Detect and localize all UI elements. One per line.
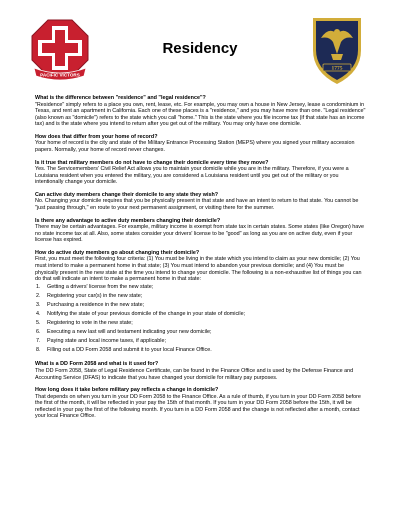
- army-shield-insignia-icon: [309, 14, 365, 86]
- list-item-text: Registering your car(s) in the new state;: [47, 292, 143, 299]
- page-title: Residency: [162, 40, 238, 57]
- faq-question: Is it true that military members do not have to change their domicile every time they move?: [35, 159, 269, 166]
- page-header: [0, 0, 400, 92]
- year-text: 1775: [331, 65, 343, 72]
- list-item-number: 3.: [36, 301, 41, 308]
- faq-section: [35, 160, 368, 186]
- faq-question: What is a DD Form 2058 and what is it used for?: [35, 361, 159, 368]
- faq-section: [35, 361, 368, 381]
- list-item-number: 5.: [36, 319, 41, 326]
- faq-question: Can active duty members change their domicile to any state they wish?: [35, 191, 219, 198]
- faq-answer: "Residence" simply refers to a place you own, rent, lease, etc. For example, you may own a house in New Jersey, lease a condominium in Texas, and rent an apartment in California. Each one of these places is a "residence," and you may have more than one. "Legal residence" (also known as "domicile") refers to the state which you call "home." This is the state where you file income tax (if that state has an income tax) and is the state where you intend to return after you get out of the military. You may only have one domicile.: [35, 101, 366, 128]
- faq-answer: First, you must meet the following four criteria: (1) You must be living in the state which you intend to claim as your new domicile; (2) You must intend to make a permanent home in that state; (3) You must intend to abandon your previous domicile; and (4) You must be physically present in the new state at the time you intend to change your domicile. The following is a non-exhaustive list of things you can do that will indicate an intent to make a permanent home in that state:: [35, 256, 362, 283]
- faq-answer: There may be certain advantages. For example, military income is exempt from state tax in certain states. Some states (like Oregon) have no state income tax at all. Also, some states consider your drivers' license to be "good" as long as you are on active duty, even if your license has expired.: [35, 224, 364, 244]
- list-item: [35, 337, 368, 346]
- faq-question: How long does it take before military pay reflects a change in domicile?: [35, 387, 219, 394]
- list-item: [35, 328, 368, 337]
- faq-answer: No. Changing your domicile requires that you be physically present in that state and have an intent to return to that state. You cannot be "just passing through," en route to your next permanent assignment, or visiting there for the summer.: [35, 198, 359, 211]
- list-item: [35, 292, 368, 301]
- faq-question: How do active duty members go about changing their domicile?: [35, 249, 200, 256]
- list-item: [35, 310, 368, 319]
- faq-answer: Yes. The Servicemembers' Civil Relief Act allows you to maintain your domicile while you are in the military. Therefore, if you were a Louisiana resident when you entered the military, you are considered a Louisiana resident until you get out of the military or you intentionally change your domicile.: [35, 166, 349, 186]
- faq-question: What is the difference between "residence" and "legal residence"?: [35, 95, 206, 101]
- list-item: [35, 346, 368, 355]
- banner-text: PACIFIC VICTORS: [40, 72, 80, 78]
- list-item-number: 4.: [36, 310, 41, 317]
- list-item-number: 2.: [36, 292, 41, 299]
- domicile-steps-list: [35, 283, 368, 356]
- faq-section: [35, 192, 368, 212]
- faq-section: [35, 250, 368, 355]
- list-item-number: 6.: [36, 329, 41, 336]
- list-item-text: Notifying the state of your previous domicile of the change in your state of domicile;: [47, 310, 246, 317]
- list-item-text: Paying state and local income taxes, if applicable;: [47, 338, 166, 345]
- faq-section: [35, 218, 368, 244]
- list-item-text: Getting a drivers' license from the new state;: [47, 283, 154, 290]
- faq-answer: Your home of record is the city and state of the Military Entrance Processing Station (MEPS) where you signed your military accession papers. Normally, your home of record never changes.: [35, 140, 355, 153]
- faq-section: [35, 387, 368, 420]
- list-item-text: Registering to vote in the new state;: [47, 319, 133, 326]
- list-item-text: Executing a new last will and testament indicating your new domicile;: [47, 329, 212, 336]
- list-item: [35, 301, 368, 310]
- list-item: [35, 319, 368, 328]
- list-item-text: Purchasing a residence in the new state;: [47, 301, 145, 308]
- list-item-number: 1.: [36, 283, 41, 290]
- list-item-text: Filling out a DD Form 2058 and submit it to your local Finance Office.: [47, 347, 212, 354]
- list-item: [35, 283, 368, 292]
- faq-question: How does that differ from your home of record?: [35, 133, 158, 140]
- faq-answer: That depends on when you turn in your DD Form 2058 to the Finance Office. As a rule of thumb, if you turn in your DD Form 2058 before the first of the month, it will be reflected in your pay the 15th of that month. If you turn in your DD Form 2058 before the 15th, it will be reflected in your pay the first of the following month. If you turn in a DD Form 2058 and the change is not reflected after a month, contact your local Finance Office.: [35, 393, 361, 420]
- list-item-number: 7.: [36, 338, 41, 345]
- list-item-number: 8.: [36, 347, 41, 354]
- faq-content: [35, 95, 368, 426]
- faq-section: [35, 95, 368, 128]
- faq-question: Is there any advantage to active duty members changing their domicile?: [35, 217, 221, 224]
- faq-section: [35, 134, 368, 154]
- faq-answer: The DD Form 2058, State of Legal Residence Certificate, can be found in the Finance Office and is used by the Defense Finance and Accounting Service (DFAS) to indicate that you have changed your domicile for military pay purposes.: [35, 367, 354, 381]
